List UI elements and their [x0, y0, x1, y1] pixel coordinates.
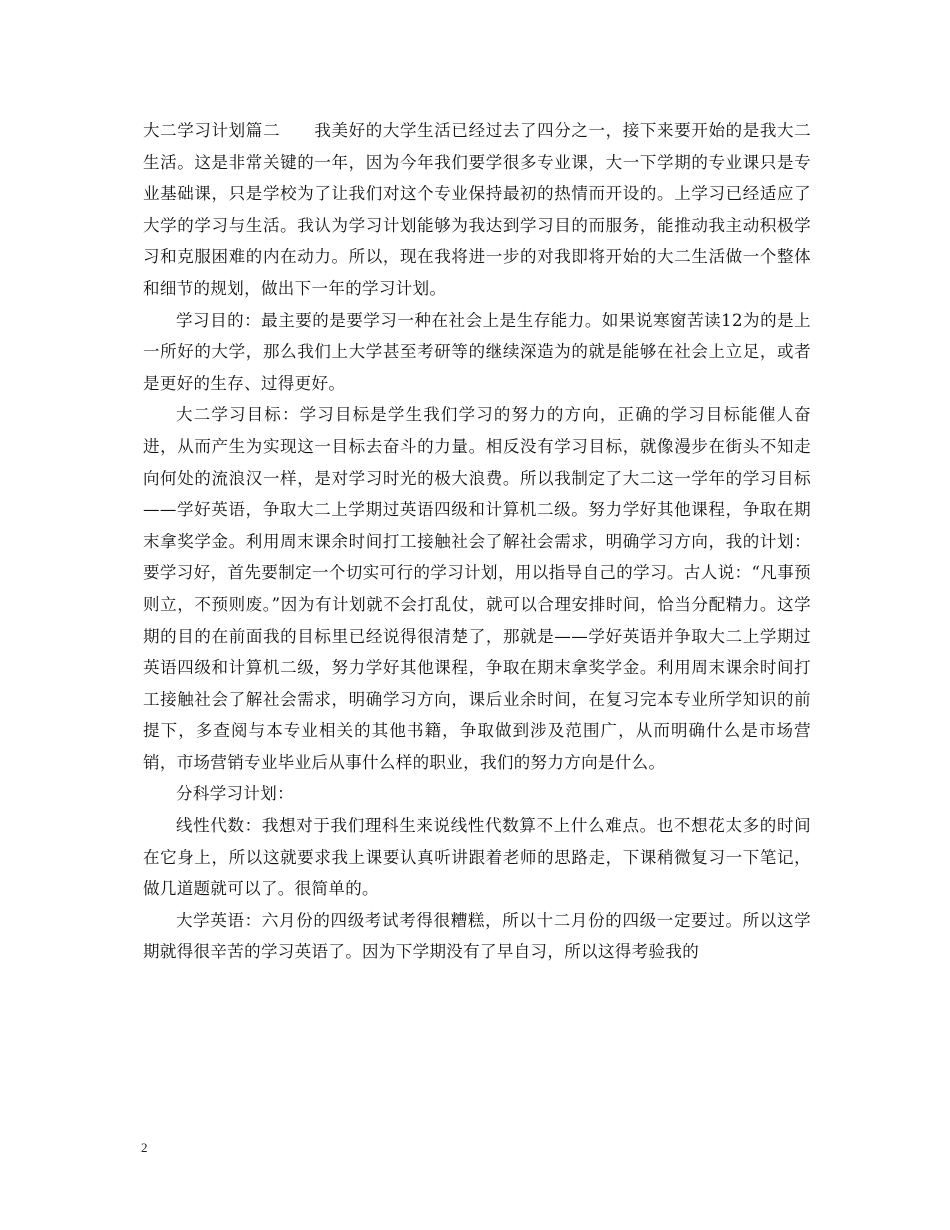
paragraph-study-goals: 大二学习目标：学习目标是学生我们学习的努力的方向，正确的学习目标能催人奋进，从而产生为实现这一目标去奋斗的力量。相反没有学习目标，就像漫步在街头不知走向何处的流浪汉一样，是对学习时光的极大浪费。所以我制定了大二这一学年的学习目标——学好英语，争取大二上学期过英语四级和计算机二级。努力学好其他课程，争取在期末拿奖学金。利用周末课余时间打工接触社会了解社会需求，明确学习方向，我的计划：要学习好，首先要制定一个切实可行的学习计划，用以指导自己的学习。古人说：“凡事预则立，不预则废。”因为有计划就不会打乱仗，就可以合理安排时间，恰当分配精力。这学期的目的在前面我的目标里已经说得很清楚了，那就是——学好英语并争取大二上学期过英语四级和计算机二级，努力学好其他课程，争取在期末拿奖学金。利用周末课余时间打工接触社会了解社会需求，明确学习方向，课后业余时间，在复习完本专业所学知识的前提下，多查阅与本专业相关的其他书籍，争取做到涉及范围广，从而明确什么是市场营销，市场营销专业毕业后从事什么样的职业，我们的努力方向是什么。	[143, 405, 811, 772]
paragraph-intro: 大二学习计划篇二 我美好的大学生活已经过去了四分之一，接下来要开始的是我大二生活。这是非常关键的一年，因为今年我们要学很多专业课，大一下学期的专业课只是专业基础课，只是学校为了让我们对这个专业保持最初的热情而开设的。上学习已经适应了大学的学习与生活。我认为学习计划能够为我达到学习目的而服务，能推动我主动积极学习和克服困难的内在动力。所以，现在我将进一步的对我即将开始的大二生活做一个整体和细节的规划，做出下一年的学习计划。	[143, 121, 811, 298]
paragraph-linear-algebra: 线性代数：我想对于我们理科生来说线性代数算不上什么难点。也不想花太多的时间在它身上，所以这就要求我上课要认真听讲跟着老师的思路走，下课稍微复习一下笔记，做几道题就可以了。很简单的。	[143, 816, 811, 899]
page-number: 2	[141, 1140, 148, 1155]
paragraph-study-purpose: 学习目的：最主要的是要学习一种在社会上是生存能力。如果说寒窗苦读12为的是上一所好的大学，那么我们上大学甚至考研等的继续深造为的就是能够在社会上立足，或者是更好的生存、过得更好。	[143, 310, 811, 393]
paragraph-subject-plan-heading: 分科学习计划：	[176, 784, 294, 804]
document-body	[143, 115, 811, 968]
paragraph-college-english: 大学英语：六月份的四级考试考得很糟糕，所以十二月份的四级一定要过。所以这学期就得很辛苦的学习英语了。因为下学期没有了早自习，所以这得考验我的	[143, 910, 811, 962]
